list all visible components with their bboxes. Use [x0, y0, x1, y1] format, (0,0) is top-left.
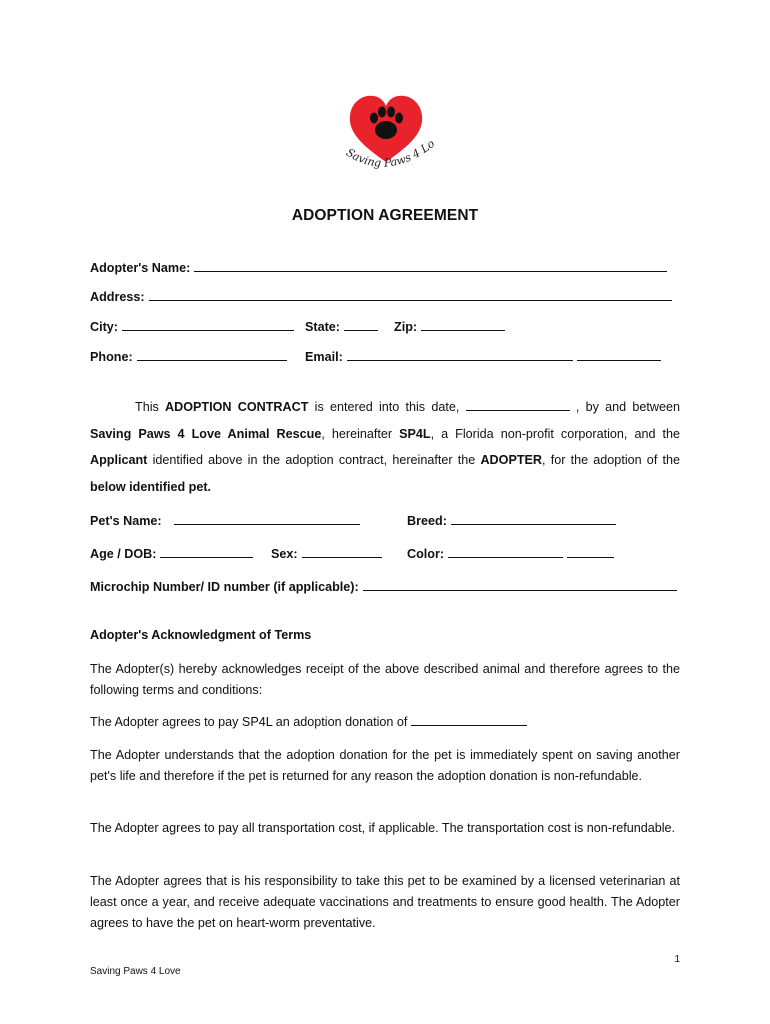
adopter-name-field[interactable]: [194, 260, 667, 272]
city-label: City:: [90, 320, 118, 334]
color-row: [407, 546, 614, 561]
state-field[interactable]: [344, 319, 378, 331]
pet-name-row: [90, 513, 360, 528]
breed-field[interactable]: [451, 513, 616, 525]
contract-date-field[interactable]: [466, 399, 570, 411]
age-row: [90, 546, 253, 561]
zip-row: [394, 319, 505, 334]
page-number: 1: [674, 954, 680, 965]
address-row: [90, 289, 672, 304]
donation-refund-term: The Adopter understands that the adoption donation for the pet is immediately spent on saving another pet's life and therefore if the pet is returned for any reason the adoption donation is non-refundable.: [90, 748, 680, 783]
city-field[interactable]: [122, 319, 294, 331]
terms-heading: Adopter's Acknowledgment of Terms: [90, 628, 312, 642]
donation-amount-field[interactable]: [411, 714, 527, 726]
microchip-label: Microchip Number/ ID number (if applicable):: [90, 580, 359, 594]
rescue-logo: [330, 80, 442, 188]
phone-label: Phone:: [90, 350, 133, 364]
contract-paragraph: This ADOPTION CONTRACT is entered into this date, , by and between Saving Paws 4 Love Animal Rescue, hereinafter SP4L, a Florida non-profit corporation, and the Applicant identified above in the adoption contract, hereinafter the ADOPTER, for the adoption of the below identified pet.: [90, 400, 681, 494]
email-row: [305, 349, 661, 364]
color-field-extension[interactable]: [567, 546, 614, 558]
document-title: ADOPTION AGREEMENT: [291, 207, 479, 224]
email-field[interactable]: [347, 349, 573, 361]
address-field[interactable]: [149, 289, 672, 301]
transport-term: The Adopter agrees to pay all transportation cost, if applicable. The transportation cost is non-refundable.: [90, 821, 676, 835]
microchip-field[interactable]: [363, 579, 677, 591]
breed-row: [407, 513, 616, 528]
microchip-row: [90, 579, 677, 594]
state-label: State:: [305, 320, 340, 334]
color-label: Color:: [407, 547, 445, 561]
state-row: [305, 319, 378, 334]
email-label: Email:: [305, 350, 343, 364]
sex-field[interactable]: [302, 546, 382, 558]
color-field[interactable]: [448, 546, 563, 558]
adopter-name-row: [90, 260, 667, 275]
breed-label: Breed:: [407, 514, 447, 528]
donation-term: The Adopter agrees to pay SP4L an adoption donation of: [90, 712, 680, 733]
zip-label: Zip:: [394, 320, 418, 334]
address-label: Address:: [90, 290, 145, 304]
age-field[interactable]: [160, 546, 253, 558]
zip-field[interactable]: [421, 319, 505, 331]
pet-name-field[interactable]: [174, 513, 360, 525]
adopter-name-label: Adopter's Name:: [90, 261, 191, 275]
phone-field[interactable]: [137, 349, 287, 361]
vet-term: The Adopter agrees that is his responsibility to take this pet to be examined by a licensed veterinarian at least once a year, and receive adequate vaccinations and treatments to ensure good health. The Adopter agrees to have the pet on heart-worm preventative.: [90, 874, 680, 930]
sex-row: [271, 546, 382, 561]
logo-text: Saving Paws 4 Lo: [343, 137, 438, 170]
email-field-extension[interactable]: [577, 349, 661, 361]
sex-label: Sex:: [271, 547, 298, 561]
age-label: Age / DOB:: [90, 547, 157, 561]
heart-paw-icon: [330, 80, 442, 188]
terms-intro: The Adopter(s) hereby acknowledges receipt of the above described animal and therefore agrees to the following terms and conditions:: [90, 662, 680, 697]
pet-name-label: Pet's Name:: [90, 514, 162, 528]
page-footer: Saving Paws 4 Love: [90, 966, 181, 977]
phone-row: [90, 349, 287, 364]
city-row: [90, 319, 294, 334]
